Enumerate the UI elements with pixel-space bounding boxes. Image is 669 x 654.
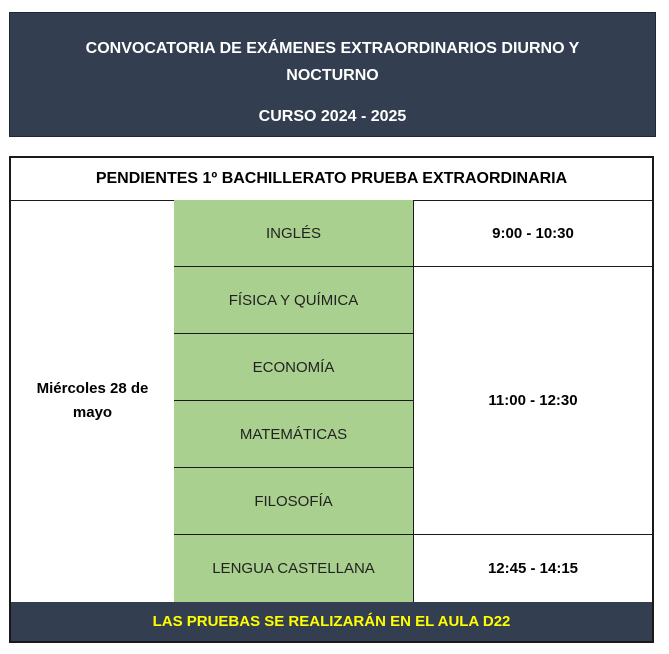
time-cell: 11:00 - 12:30 bbox=[414, 267, 652, 535]
subjects-column bbox=[174, 200, 414, 602]
table-title: PENDIENTES 1º BACHILLERATO PRUEBA EXTRAORDINARIA bbox=[11, 158, 652, 201]
subject-cell: MATEMÁTICAS bbox=[174, 401, 414, 468]
header-banner bbox=[9, 12, 656, 137]
subject-cell: FILOSOFÍA bbox=[174, 468, 414, 535]
subject-cell: FÍSICA Y QUÍMICA bbox=[174, 267, 414, 334]
time-cell: 9:00 - 10:30 bbox=[414, 200, 652, 267]
subject-cell: ECONOMÍA bbox=[174, 334, 414, 401]
date-cell bbox=[11, 200, 175, 602]
subject-cell: LENGUA CASTELLANA bbox=[174, 535, 414, 602]
date-label: Miércoles 28 de mayo bbox=[36, 380, 149, 421]
time-cell: 12:45 - 14:15 bbox=[487, 560, 579, 577]
subject-cell: INGLÉS bbox=[174, 200, 414, 267]
exam-schedule-table bbox=[9, 156, 654, 643]
course-label: CURSO 2024 - 2025 bbox=[258, 108, 407, 125]
header-title: CONVOCATORIA DE EXÁMENES EXTRAORDINARIOS DIURNO Y NOCTURNO bbox=[85, 40, 580, 84]
footer-note: LAS PRUEBAS SE REALIZARÁN EN EL AULA D22 bbox=[11, 602, 652, 641]
